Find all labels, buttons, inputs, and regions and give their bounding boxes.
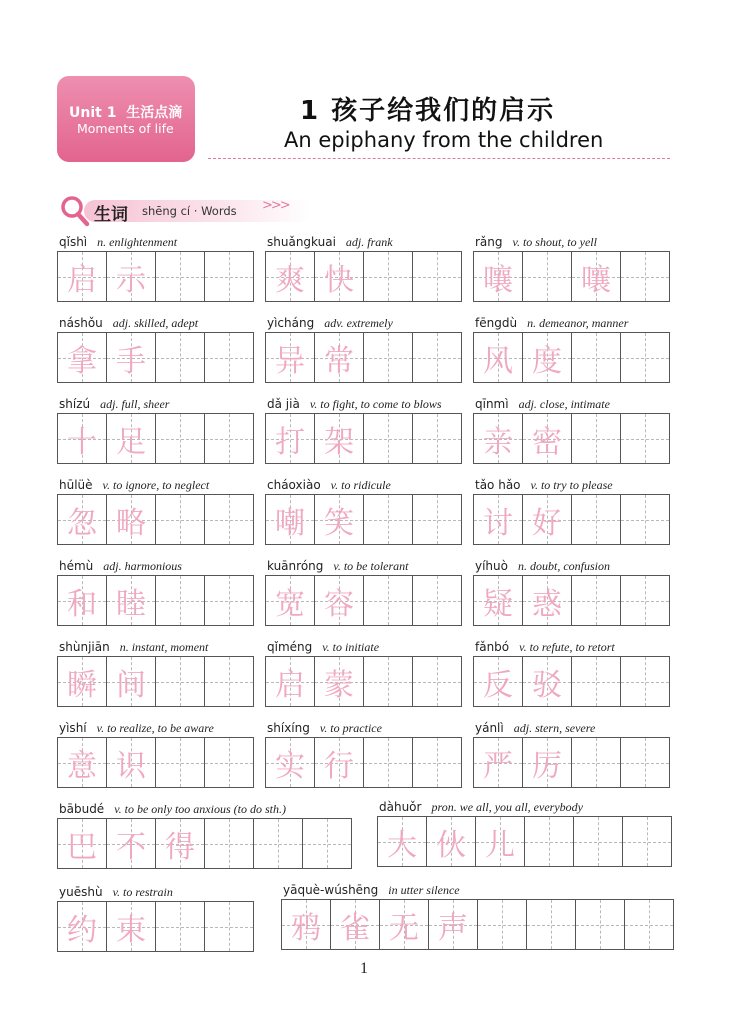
grid-cell	[107, 738, 156, 787]
trace-character: 厉	[532, 748, 562, 784]
trace-character: 爽	[275, 262, 305, 298]
grid-cell	[266, 657, 315, 706]
pinyin: cháoxiào	[267, 478, 321, 492]
vocab-label	[267, 316, 393, 332]
vocab-label	[475, 721, 595, 737]
vocab-label	[267, 721, 382, 737]
vocab-label	[59, 559, 182, 575]
trace-character: 严	[483, 748, 513, 784]
vocab-label	[267, 235, 393, 251]
writing-grid	[473, 656, 670, 707]
gloss: v. to be only too anxious (to do sth.)	[114, 802, 286, 816]
grid-cell	[572, 333, 621, 382]
grid-cell	[413, 333, 462, 382]
vocab-label	[283, 883, 460, 899]
grid-cell	[58, 414, 107, 463]
writing-grid	[473, 494, 670, 545]
section-title-zh: 生词	[94, 205, 128, 225]
grid-cell	[364, 414, 413, 463]
grid-cell	[107, 902, 156, 951]
writing-grid	[473, 251, 670, 302]
pinyin: hūlüè	[59, 478, 93, 492]
gloss: adj. harmonious	[103, 559, 182, 573]
grid-cell	[474, 576, 523, 625]
grid-cell	[413, 657, 462, 706]
trace-character: 鸦	[291, 910, 321, 946]
pinyin: yìshí	[59, 721, 87, 735]
grid-cell	[523, 252, 572, 301]
grid-cell	[572, 576, 621, 625]
grid-cell	[427, 817, 476, 866]
grid-cell	[58, 819, 107, 868]
grid-cell	[315, 333, 364, 382]
grid-cell	[315, 414, 364, 463]
trace-character: 儿	[485, 827, 515, 863]
trace-character: 间	[116, 667, 146, 703]
grid-cell	[364, 252, 413, 301]
trace-character: 度	[532, 343, 562, 379]
grid-cell	[621, 414, 670, 463]
grid-cell	[205, 657, 254, 706]
grid-cell	[364, 576, 413, 625]
grid-cell	[303, 819, 352, 868]
pinyin: shùnjiān	[59, 640, 110, 654]
vocab-label	[267, 478, 391, 494]
grid-cell	[523, 414, 572, 463]
gloss: adj. frank	[345, 235, 393, 249]
grid-cell	[364, 333, 413, 382]
grid-cell	[266, 252, 315, 301]
grid-cell	[107, 576, 156, 625]
gloss: adj. full, sheer	[100, 397, 170, 411]
trace-character: 嚷	[483, 262, 513, 298]
pinyin: qǐméng	[267, 640, 313, 654]
grid-cell	[523, 657, 572, 706]
vocab-label	[267, 559, 408, 575]
trace-character: 示	[116, 262, 146, 298]
trace-character: 异	[275, 343, 305, 379]
grid-cell	[156, 902, 205, 951]
page-number: 1	[360, 960, 368, 977]
grid-cell	[205, 414, 254, 463]
grid-cell	[380, 900, 429, 949]
writing-grid	[57, 656, 254, 707]
writing-grid	[265, 575, 462, 626]
grid-cell	[58, 902, 107, 951]
trace-character: 亲	[483, 424, 513, 460]
unit-badge	[57, 76, 195, 162]
trace-character: 嘲	[275, 505, 305, 541]
title-divider	[208, 158, 670, 159]
trace-character: 无	[389, 910, 419, 946]
grid-cell	[572, 252, 621, 301]
grid-cell	[315, 576, 364, 625]
vocab-label	[59, 640, 208, 656]
unit-title-en: Moments of life	[77, 121, 174, 136]
grid-cell	[156, 495, 205, 544]
grid-cell	[476, 817, 525, 866]
trace-character: 启	[67, 262, 97, 298]
grid-cell	[156, 738, 205, 787]
grid-cell	[572, 414, 621, 463]
vocab-label	[59, 316, 198, 332]
grid-cell	[205, 252, 254, 301]
pinyin: fǎnbó	[475, 640, 510, 654]
grid-cell	[625, 900, 674, 949]
grid-cell	[156, 657, 205, 706]
writing-grid	[57, 818, 352, 869]
writing-grid	[57, 494, 254, 545]
pinyin: bābudé	[59, 802, 105, 816]
pinyin: yánlì	[475, 721, 504, 735]
grid-cell	[523, 333, 572, 382]
grid-cell	[572, 657, 621, 706]
lesson-subtitle: An epiphany from the children	[284, 128, 604, 152]
writing-grid	[281, 899, 674, 950]
writing-grid	[473, 575, 670, 626]
trace-character: 密	[532, 424, 562, 460]
vocab-label	[267, 640, 379, 656]
grid-cell	[576, 900, 625, 949]
trace-character: 笑	[324, 505, 354, 541]
writing-grid	[57, 575, 254, 626]
grid-cell	[364, 495, 413, 544]
gloss: v. to ridicule	[330, 478, 391, 492]
grid-cell	[413, 738, 462, 787]
vocab-label	[475, 559, 610, 575]
trace-character: 驳	[532, 667, 562, 703]
grid-cell	[156, 333, 205, 382]
trace-character: 足	[116, 424, 146, 460]
grid-cell	[205, 819, 254, 868]
trace-character: 宽	[275, 586, 305, 622]
grid-cell	[474, 657, 523, 706]
pinyin: tǎo hǎo	[475, 478, 521, 492]
grid-cell	[254, 819, 303, 868]
writing-grid	[265, 656, 462, 707]
trace-character: 启	[275, 667, 305, 703]
gloss: adj. stern, severe	[513, 721, 596, 735]
vocab-label	[59, 721, 214, 737]
grid-cell	[156, 576, 205, 625]
grid-cell	[107, 414, 156, 463]
grid-cell	[107, 819, 156, 868]
vocab-label	[379, 800, 583, 816]
writing-grid	[57, 901, 254, 952]
writing-grid	[57, 737, 254, 788]
grid-cell	[474, 738, 523, 787]
grid-cell	[58, 576, 107, 625]
arrows-icon: >>>	[262, 198, 289, 213]
unit-title-zh: 生活点滴	[126, 105, 183, 121]
trace-character: 略	[116, 505, 146, 541]
vocab-label	[59, 802, 286, 818]
grid-cell	[621, 738, 670, 787]
grid-cell	[266, 414, 315, 463]
pinyin: yíhuò	[475, 559, 508, 573]
writing-grid	[57, 251, 254, 302]
vocab-label	[475, 397, 610, 413]
grid-cell	[266, 495, 315, 544]
gloss: v. to be tolerant	[333, 559, 409, 573]
writing-grid	[265, 413, 462, 464]
trace-character: 得	[165, 829, 195, 865]
grid-cell	[205, 495, 254, 544]
grid-cell	[58, 333, 107, 382]
trace-character: 忽	[67, 505, 97, 541]
trace-character: 实	[275, 748, 305, 784]
gloss: pron. we all, you all, everybody	[431, 800, 583, 814]
writing-grid	[473, 332, 670, 383]
grid-cell	[621, 333, 670, 382]
trace-character: 行	[324, 748, 354, 784]
vocab-label	[475, 478, 613, 494]
grid-cell	[413, 414, 462, 463]
pinyin: shuǎngkuai	[267, 235, 336, 249]
trace-character: 快	[324, 262, 354, 298]
gloss: v. to shout, to yell	[512, 235, 597, 249]
trace-character: 大	[387, 827, 417, 863]
grid-cell	[205, 902, 254, 951]
grid-cell	[266, 333, 315, 382]
trace-character: 伙	[436, 827, 466, 863]
grid-cell	[315, 495, 364, 544]
grid-cell	[331, 900, 380, 949]
grid-cell	[266, 576, 315, 625]
trace-character: 不	[116, 829, 146, 865]
grid-cell	[315, 657, 364, 706]
gloss: adj. close, intimate	[518, 397, 610, 411]
trace-character: 手	[116, 343, 146, 379]
grid-cell	[413, 576, 462, 625]
gloss: in utter silence	[388, 883, 460, 897]
trace-character: 惑	[532, 586, 562, 622]
writing-grid	[473, 737, 670, 788]
gloss: v. to refute, to retort	[519, 640, 615, 654]
vocab-label	[475, 235, 597, 251]
grid-cell	[107, 252, 156, 301]
writing-grid	[265, 251, 462, 302]
trace-character: 约	[67, 912, 97, 948]
pinyin: dǎ jià	[267, 397, 300, 411]
pinyin: dàhuǒr	[379, 800, 422, 814]
writing-grid	[265, 332, 462, 383]
grid-cell	[107, 495, 156, 544]
writing-grid	[265, 737, 462, 788]
vocab-label	[59, 397, 169, 413]
grid-cell	[621, 495, 670, 544]
trace-character: 识	[116, 748, 146, 784]
gloss: v. to initiate	[322, 640, 380, 654]
pinyin: qīnmì	[475, 397, 509, 411]
gloss: n. demeanor, manner	[527, 316, 629, 330]
writing-grid	[265, 494, 462, 545]
grid-cell	[623, 817, 672, 866]
grid-cell	[156, 414, 205, 463]
grid-cell	[478, 900, 527, 949]
grid-cell	[205, 576, 254, 625]
grid-cell	[378, 817, 427, 866]
grid-cell	[527, 900, 576, 949]
gloss: v. to realize, to be aware	[96, 721, 214, 735]
section-header	[60, 195, 300, 227]
pinyin: yuēshù	[59, 885, 103, 899]
trace-character: 睦	[116, 586, 146, 622]
grid-cell	[315, 738, 364, 787]
trace-character: 蒙	[324, 667, 354, 703]
grid-cell	[107, 333, 156, 382]
vocab-label	[59, 235, 177, 251]
gloss: n. doubt, confusion	[518, 559, 610, 573]
writing-grid	[473, 413, 670, 464]
grid-cell	[58, 252, 107, 301]
grid-cell	[413, 252, 462, 301]
pinyin: shíxíng	[267, 721, 310, 735]
pinyin: hémù	[59, 559, 94, 573]
grid-cell	[572, 495, 621, 544]
gloss: v. to ignore, to neglect	[102, 478, 210, 492]
writing-grid	[377, 816, 672, 867]
trace-character: 风	[483, 343, 513, 379]
vocab-label	[59, 478, 209, 494]
grid-cell	[364, 738, 413, 787]
vocab-label	[59, 885, 173, 901]
trace-character: 意	[67, 748, 97, 784]
grid-cell	[58, 738, 107, 787]
trace-character: 声	[438, 910, 468, 946]
grid-cell	[205, 738, 254, 787]
search-icon	[60, 195, 90, 227]
grid-cell	[621, 657, 670, 706]
trace-character: 讨	[483, 505, 513, 541]
grid-cell	[474, 252, 523, 301]
trace-character: 反	[483, 667, 513, 703]
trace-character: 束	[116, 912, 146, 948]
trace-character: 容	[324, 586, 354, 622]
grid-cell	[156, 819, 205, 868]
writing-grid	[57, 413, 254, 464]
grid-cell	[474, 495, 523, 544]
grid-cell	[364, 657, 413, 706]
grid-cell	[266, 738, 315, 787]
grid-cell	[429, 900, 478, 949]
vocab-label	[475, 640, 615, 656]
pinyin: yāquè-wúshēng	[283, 883, 379, 897]
trace-character: 架	[324, 424, 354, 460]
pinyin: kuānróng	[267, 559, 324, 573]
gloss: v. to practice	[319, 721, 382, 735]
trace-character: 和	[67, 586, 97, 622]
gloss: n. enlightenment	[97, 235, 178, 249]
grid-cell	[413, 495, 462, 544]
trace-character: 打	[275, 424, 305, 460]
trace-character: 十	[67, 424, 97, 460]
grid-cell	[58, 495, 107, 544]
section-title-en: shēng cí · Words	[142, 204, 237, 218]
pinyin: fēngdù	[475, 316, 518, 330]
grid-cell	[282, 900, 331, 949]
lesson-title: 1 孩子给我们的启示	[300, 96, 556, 126]
trace-character: 拿	[67, 343, 97, 379]
grid-cell	[58, 657, 107, 706]
vocab-label	[267, 397, 442, 413]
trace-character: 巴	[67, 829, 97, 865]
pinyin: yìcháng	[267, 316, 315, 330]
trace-character: 好	[532, 505, 562, 541]
grid-cell	[205, 333, 254, 382]
gloss: adv. extremely	[324, 316, 393, 330]
pinyin: rǎng	[475, 235, 503, 249]
grid-cell	[523, 738, 572, 787]
pinyin: qǐshì	[59, 235, 88, 249]
gloss: v. to try to please	[530, 478, 613, 492]
gloss: v. to fight, to come to blows	[309, 397, 442, 411]
gloss: v. to restrain	[112, 885, 173, 899]
grid-cell	[574, 817, 623, 866]
grid-cell	[523, 495, 572, 544]
trace-character: 嚷	[581, 262, 611, 298]
trace-character: 雀	[340, 910, 370, 946]
trace-character: 瞬	[67, 667, 97, 703]
grid-cell	[156, 252, 205, 301]
grid-cell	[621, 576, 670, 625]
gloss: adj. skilled, adept	[112, 316, 199, 330]
writing-grid	[57, 332, 254, 383]
pinyin: náshǒu	[59, 316, 103, 330]
unit-label: Unit 1 生活点滴	[69, 105, 183, 121]
grid-cell	[315, 252, 364, 301]
grid-cell	[621, 252, 670, 301]
pinyin: shízú	[59, 397, 91, 411]
grid-cell	[523, 576, 572, 625]
grid-cell	[572, 738, 621, 787]
trace-character: 常	[324, 343, 354, 379]
grid-cell	[107, 657, 156, 706]
gloss: n. instant, moment	[119, 640, 209, 654]
grid-cell	[474, 414, 523, 463]
trace-character: 疑	[483, 586, 513, 622]
grid-cell	[525, 817, 574, 866]
grid-cell	[474, 333, 523, 382]
vocab-label	[475, 316, 628, 332]
